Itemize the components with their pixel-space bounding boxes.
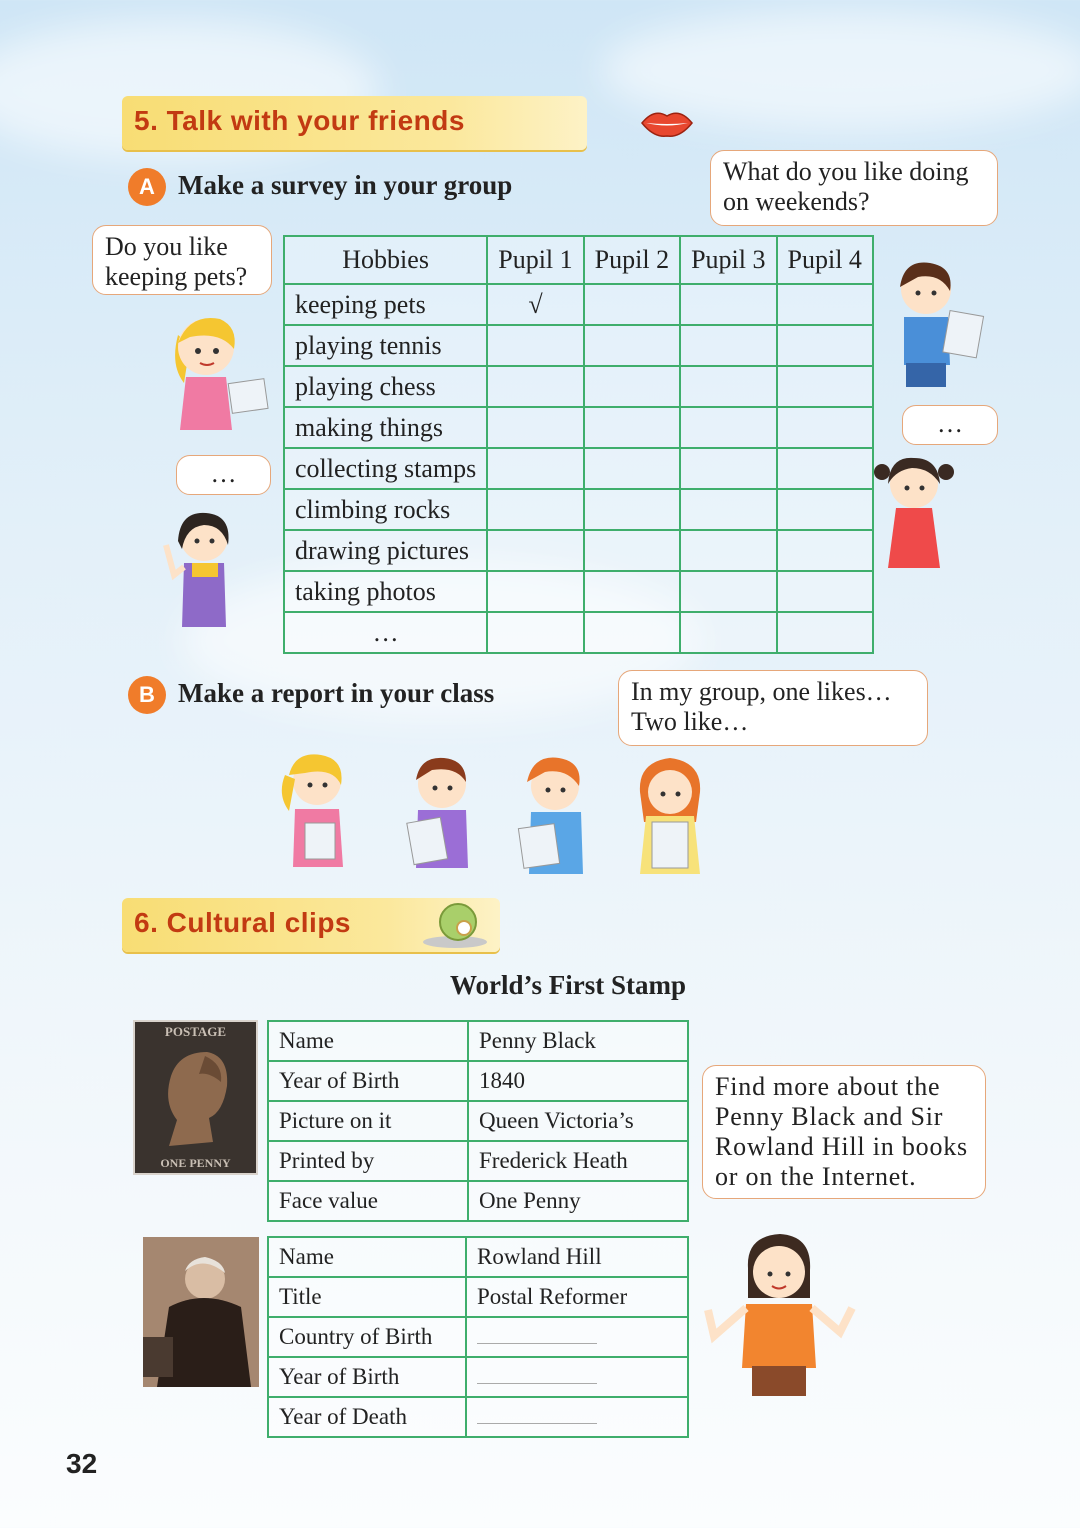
check-cell[interactable] (680, 325, 776, 366)
hobby-cell: … (284, 612, 487, 653)
girl-with-paper-illustration (160, 305, 270, 445)
check-cell[interactable] (584, 489, 680, 530)
boy-blue-shirt-illustration (515, 750, 600, 880)
part-a-badge: A (128, 168, 166, 206)
answer-line[interactable] (477, 1365, 597, 1384)
speech-bubble-left-mid (176, 455, 271, 495)
label-cell: Name (268, 1021, 468, 1061)
table-row (284, 489, 873, 530)
rowland-hill-photo (143, 1237, 259, 1387)
value-cell: Queen Victoria’s (468, 1101, 688, 1141)
hobby-cell: taking photos (284, 571, 487, 612)
check-cell[interactable] (584, 530, 680, 571)
check-cell[interactable] (680, 284, 776, 325)
speech-bubble-find-more (702, 1065, 986, 1199)
section-6-banner (122, 898, 500, 952)
check-cell[interactable] (584, 571, 680, 612)
check-cell[interactable] (777, 284, 873, 325)
table-row (284, 407, 873, 448)
check-cell[interactable] (487, 407, 583, 448)
label-cell: Picture on it (268, 1101, 468, 1141)
speech-bubble-report (618, 670, 928, 746)
check-cell[interactable] (584, 284, 680, 325)
table-row (268, 1277, 688, 1317)
hobby-cell: making things (284, 407, 487, 448)
speech-bubble-right-mid (902, 405, 998, 445)
header-hobbies: Hobbies (284, 236, 487, 284)
rowland-hill-table (267, 1236, 689, 1438)
world-first-stamp-heading: World’s First Stamp (450, 970, 686, 1000)
check-cell[interactable] (487, 530, 583, 571)
answer-line[interactable] (477, 1405, 597, 1424)
table-row (284, 366, 873, 407)
blank-answer-cell[interactable] (466, 1357, 688, 1397)
label-cell: Year of Birth (268, 1357, 466, 1397)
section-6-title: 6. Cultural clips (134, 907, 351, 938)
label-cell: Printed by (268, 1141, 468, 1181)
value-cell: One Penny (468, 1181, 688, 1221)
blank-answer-cell[interactable] (466, 1397, 688, 1437)
bubble-text: Find more about the Penny Black and Sir Rowland Hill in books or on the Internet. (715, 1072, 968, 1191)
check-cell[interactable] (584, 366, 680, 407)
table-row (268, 1101, 688, 1141)
survey-table (283, 235, 874, 654)
girl-pointing-illustration (156, 505, 246, 630)
bubble-text: In my group, one likes… Two like… (631, 677, 892, 736)
hobby-cell: playing chess (284, 366, 487, 407)
label-cell: Year of Birth (268, 1061, 468, 1101)
girl-red-dress-illustration (872, 450, 957, 575)
table-row (268, 1317, 688, 1357)
boy-purple-shirt-illustration (402, 750, 482, 875)
value-cell: Penny Black (468, 1021, 688, 1061)
check-cell[interactable] (680, 407, 776, 448)
check-cell[interactable] (777, 571, 873, 612)
hobby-cell: climbing rocks (284, 489, 487, 530)
table-header-row (284, 236, 873, 284)
check-cell[interactable] (487, 366, 583, 407)
check-cell[interactable] (487, 612, 583, 653)
label-cell: Face value (268, 1181, 468, 1221)
label-cell: Name (268, 1237, 466, 1277)
part-b-title: Make a report in your class (178, 678, 495, 708)
page-number: 32 (66, 1448, 98, 1479)
stamp-bottom-text: ONE PENNY (160, 1156, 231, 1170)
section-5-title: 5. Talk with your friends (134, 105, 465, 136)
value-cell: Rowland Hill (466, 1237, 688, 1277)
queen-portrait-icon (149, 1042, 243, 1152)
girl-yellow-shirt-illustration (630, 752, 710, 880)
check-cell[interactable] (487, 571, 583, 612)
part-a-title: Make a survey in your group (178, 170, 513, 200)
blank-answer-cell[interactable] (466, 1317, 688, 1357)
check-cell[interactable] (584, 407, 680, 448)
value-cell: Frederick Heath (468, 1141, 688, 1181)
bubble-text: Do you like keeping pets? (105, 232, 248, 291)
girl-orange-shirt-illustration (700, 1228, 860, 1398)
table-row (284, 571, 873, 612)
check-cell[interactable] (680, 489, 776, 530)
label-cell: Title (268, 1277, 466, 1317)
check-cell[interactable] (777, 366, 873, 407)
check-cell[interactable] (584, 448, 680, 489)
check-cell[interactable] (680, 571, 776, 612)
part-b-badge: B (128, 676, 166, 714)
stamp-top-text: POSTAGE (164, 1024, 227, 1039)
header-pupil-2: Pupil 2 (584, 236, 680, 284)
hobby-cell: drawing pictures (284, 530, 487, 571)
hobby-cell: collecting stamps (284, 448, 487, 489)
bubble-text: … (937, 409, 963, 438)
answer-line[interactable] (477, 1325, 597, 1344)
lips-icon (640, 106, 694, 140)
table-row (268, 1181, 688, 1221)
check-cell[interactable] (584, 325, 680, 366)
check-cell[interactable] (680, 612, 776, 653)
table-row (284, 448, 873, 489)
table-row (284, 325, 873, 366)
hobby-cell: playing tennis (284, 325, 487, 366)
boy-with-paper-illustration (890, 255, 985, 390)
check-cell[interactable] (777, 407, 873, 448)
check-cell[interactable] (777, 612, 873, 653)
header-pupil-1: Pupil 1 (487, 236, 583, 284)
label-cell: Country of Birth (268, 1317, 466, 1357)
table-row (268, 1357, 688, 1397)
check-cell[interactable]: √ (487, 284, 583, 325)
check-cell[interactable] (584, 612, 680, 653)
check-cell[interactable] (680, 448, 776, 489)
value-cell: 1840 (468, 1061, 688, 1101)
table-row (268, 1141, 688, 1181)
section-5-banner (122, 96, 587, 150)
header-pupil-3: Pupil 3 (680, 236, 776, 284)
girl-presenter-illustration (275, 745, 355, 875)
table-row (268, 1397, 688, 1437)
check-cell[interactable] (777, 448, 873, 489)
penny-black-stamp-image (133, 1020, 258, 1175)
table-row (268, 1061, 688, 1101)
check-cell[interactable] (487, 325, 583, 366)
bubble-text: … (210, 459, 237, 488)
label-cell: Year of Death (268, 1397, 466, 1437)
table-row (268, 1237, 688, 1277)
speech-bubble-right-top (710, 150, 998, 226)
hobby-cell: keeping pets (284, 284, 487, 325)
check-cell[interactable] (777, 325, 873, 366)
speech-bubble-left-top (92, 225, 272, 295)
check-cell[interactable] (487, 489, 583, 530)
table-row (284, 530, 873, 571)
check-cell[interactable] (680, 366, 776, 407)
check-cell[interactable] (777, 530, 873, 571)
table-row (268, 1021, 688, 1061)
header-pupil-4: Pupil 4 (777, 236, 873, 284)
table-row (284, 612, 873, 653)
penny-black-table (267, 1020, 689, 1222)
check-cell[interactable] (487, 448, 583, 489)
table-row (284, 284, 873, 325)
bubble-text: What do you like doing on weekends? (723, 157, 969, 216)
globe-icon (420, 900, 490, 950)
value-cell: Postal Reformer (466, 1277, 688, 1317)
check-cell[interactable] (777, 489, 873, 530)
check-cell[interactable] (680, 530, 776, 571)
